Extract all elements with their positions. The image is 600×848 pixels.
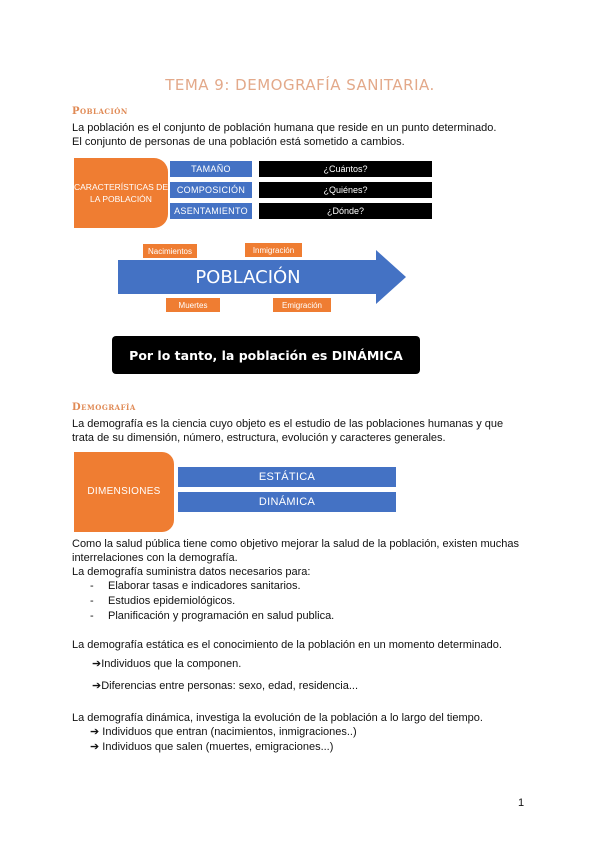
characteristics-label: CARACTERÍSTICAS DE LA POBLACIÓN (74, 158, 168, 228)
dash-marker: - (90, 595, 94, 607)
poblacion-line-2: El conjunto de personas de una población está sometido a cambios. (72, 136, 405, 148)
arrow-icon: ➔ (90, 726, 100, 738)
list-item-text: Estudios epidemiológicos. (108, 595, 236, 607)
section-heading-poblacion: Población (72, 106, 128, 117)
demografia-line-2: trata de su dimensión, número, estructura, evolución y caracteres generales. (72, 432, 446, 444)
arrow-icon: ➔ (90, 741, 100, 753)
arrow-icon: ➔ (92, 658, 102, 670)
char-name-composition: COMPOSICIÓN (170, 182, 252, 198)
static-item-text: Diferencias entre personas: sexo, edad, residencia... (101, 680, 359, 692)
dynamic-item-1 (90, 725, 357, 740)
dimension-dynamic: DINÁMICA (178, 492, 396, 512)
page-number: 1 (518, 797, 525, 809)
dimension-static: ESTÁTICA (178, 467, 396, 487)
poblacion-line-1: La población es el conjunto de población humana que reside en un punto determinado. (72, 122, 497, 134)
tag-births: Nacimientos (143, 244, 197, 258)
conclusion-box: Por lo tanto, la población es DINÁMICA (112, 336, 420, 374)
tag-deaths: Muertes (166, 298, 220, 312)
static-item-2 (92, 679, 358, 694)
dynamic-item-text: Individuos que entran (nacimientos, inmigraciones..) (102, 726, 357, 738)
demografia-line-1: La demografía es la ciencia cuyo objeto es el estudio de las poblaciones humanas y que (72, 418, 504, 430)
char-question-how-many: ¿Cuántos? (259, 161, 432, 177)
char-name-settlement: ASENTAMIENTO (170, 203, 252, 219)
list-item-text: Planificación y programación en salud publica. (108, 610, 335, 622)
dynamic-item-2 (90, 740, 333, 755)
page-title: TEMA 9: DEMOGRAFÍA SANITARIA. (165, 76, 435, 94)
static-item-1 (92, 657, 241, 672)
dynamic-demography-intro: La demografía dinámica, investiga la evolución de la población a lo largo del tiempo. (72, 712, 483, 724)
tag-emigration: Emigración (273, 298, 331, 312)
relations-line-3: La demografía suministra datos necesarios para: (72, 566, 311, 578)
dynamic-item-text: Individuos que salen (muertes, emigraciones...) (102, 741, 334, 753)
data-uses-list (72, 579, 532, 624)
static-item-text: Individuos que la componen. (101, 658, 242, 670)
relations-line-1: Como la salud pública tiene como objetivo mejorar la salud de la población, existen muchas (72, 538, 519, 550)
tag-immigration: Inmigración (245, 243, 302, 257)
dimensions-label: DIMENSIONES (74, 452, 174, 532)
list-item (72, 594, 532, 609)
list-item (72, 579, 532, 594)
population-arrow-label: POBLACIÓN (195, 266, 301, 288)
char-name-size: TAMAÑO (170, 161, 252, 177)
list-item (72, 609, 532, 624)
arrow-icon: ➔ (92, 680, 102, 692)
list-item-text: Elaborar tasas e indicadores sanitarios. (108, 580, 301, 592)
dash-marker: - (90, 610, 94, 622)
char-question-who: ¿Quiénes? (259, 182, 432, 198)
section-heading-demografia: Demografía (72, 402, 136, 413)
char-question-where: ¿Dónde? (259, 203, 432, 219)
relations-line-2: interrelaciones con la demografía. (72, 552, 238, 564)
static-demography-intro: La demografía estática es el conocimiento de la población en un momento determinado. (72, 639, 502, 651)
dash-marker: - (90, 580, 94, 592)
